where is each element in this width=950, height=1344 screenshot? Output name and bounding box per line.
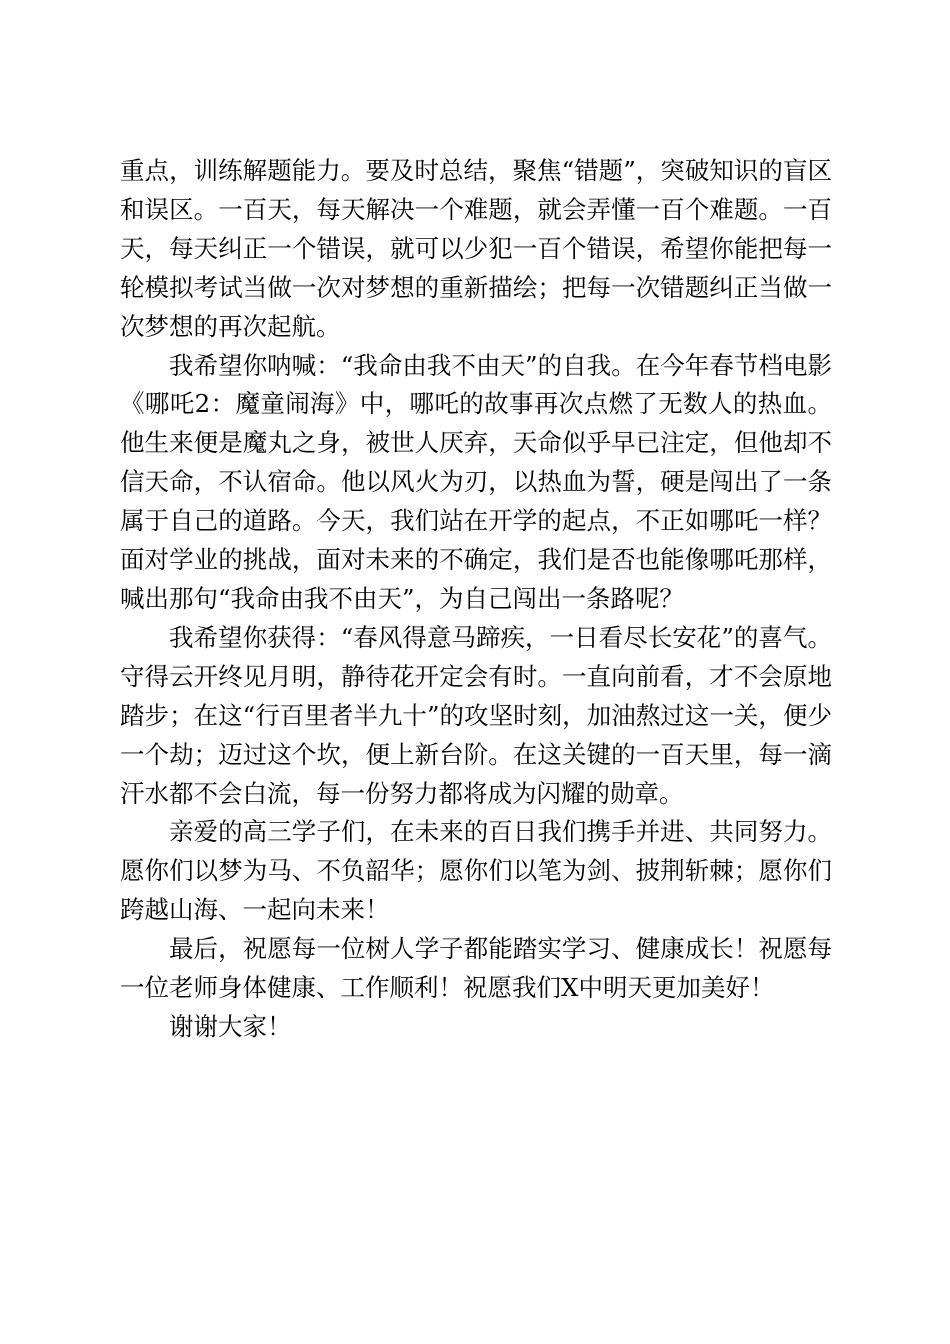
paragraph-senior-students: 亲爱的高三学子们，在未来的百日我们携手并进、共同努力。愿你们以梦为马、不负韶华；愿你们以笔为剑、披荆斩棘；愿你们跨越山海、一起向未来！ (120, 817, 832, 925)
paragraph-study-focus: 重点，训练解题能力。要及时总结，聚焦“错题”，突破知识的盲区和误区。一百天，每天解决一个难题，就会弄懂一百个难题。一百天，每天纠正一个错误，就可以少犯一百个错误，希望你能把每一轮模拟考试当做一次对梦想的重新描绘；把每一次错题纠正当做一次梦想的再次起航。 (120, 156, 832, 341)
paragraph-nezha: 我希望你呐喊：“我命由我不由天”的自我。在今年春节档电影《哪吒2：魔童闹海》中，哪吒的故事再次点燃了无数人的热血。他生来便是魔丸之身，被世人厌弃，天命似乎早已注定，但他却不信天命，不认宿命。他以风火为刃，以热血为誓，硬是闯出了一条属于自己的道路。今天，我们站在开学的起点，不正如哪吒一样？面对学业的挑战，面对未来的不确定，我们是否也能像哪吒那样，喊出那句“我命由我不由天”，为自己闯出一条路呢？ (120, 350, 832, 613)
paragraph-final-wishes: 最后，祝愿每一位树人学子都能踏实学习、健康成长！祝愿每一位老师身体健康、工作顺利！祝愿我们X中明天更加美好！ (120, 934, 832, 1003)
document-body (120, 152, 832, 1047)
paragraph-spring-breeze: 我希望你获得：“春风得意马蹄疾，一日看尽长安花”的喜气。守得云开终见月明，静待花开定会有时。一直向前看，才不会原地踏步；在这“行百里者半九十”的攻坚时刻，加油熬过这一关，便少一个劫；迈过这个坎，便上新台阶。在这关键的一百天里，每一滴汗水都不会白流，每一份努力都将成为闪耀的勋章。 (120, 622, 832, 808)
paragraph-thanks: 谢谢大家！ (169, 1011, 292, 1041)
